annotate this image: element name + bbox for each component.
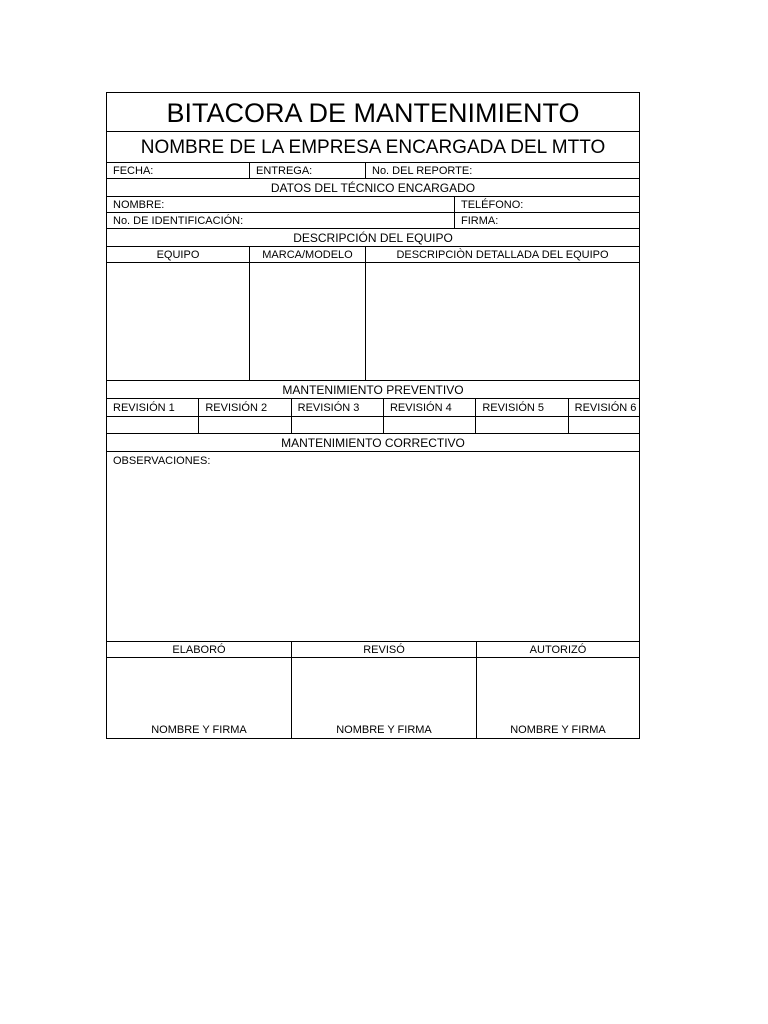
autorizo-label: AUTORIZÓ: [529, 644, 587, 656]
elaboro-name-label: NOMBRE Y FIRMA: [151, 724, 247, 736]
revision-6-label: REVISIÓN 6: [574, 402, 637, 414]
revision-1-cell[interactable]: [107, 417, 199, 433]
marca-cell[interactable]: [250, 263, 366, 380]
reporte-field[interactable]: No. DEL REPORTE:: [372, 165, 473, 177]
revision-3-cell[interactable]: [292, 417, 384, 433]
equipo-header: DESCRIPCIÓN DEL EQUIPO: [293, 231, 453, 245]
equipo-body-row: [107, 263, 639, 381]
date-row: [107, 163, 639, 179]
revision-4-label: REVISIÓN 4: [384, 399, 476, 416]
identificacion-field[interactable]: No. DE IDENTIFICACIÓN:: [107, 213, 455, 228]
signature-header-row: [107, 642, 639, 658]
company-row: [107, 132, 639, 163]
maintenance-log-form: [106, 92, 640, 739]
firma-field[interactable]: FIRMA:: [461, 215, 499, 227]
revisiones-values-row: [107, 417, 639, 434]
reviso-name-label: NOMBRE Y FIRMA: [336, 724, 432, 736]
entrega-field[interactable]: ENTREGA:: [250, 163, 366, 178]
reviso-signature[interactable]: [292, 658, 477, 738]
observaciones-row: [107, 452, 639, 642]
observaciones-field[interactable]: OBSERVACIONES:: [113, 455, 211, 467]
preventivo-header-row: [107, 381, 639, 399]
equipo-header-row: [107, 229, 639, 247]
company-name: NOMBRE DE LA EMPRESA ENCARGADA DEL MTTO: [140, 137, 606, 158]
revision-5-label: REVISIÓN 5: [476, 399, 568, 416]
correctivo-header-row: [107, 434, 639, 452]
reviso-label: REVISÓ: [292, 642, 477, 657]
telefono-field[interactable]: TELÉFONO:: [461, 199, 524, 211]
equipo-cell[interactable]: [107, 263, 250, 380]
revision-2-cell[interactable]: [199, 417, 291, 433]
nombre-field[interactable]: NOMBRE:: [107, 197, 455, 212]
revision-1-label: REVISIÓN 1: [107, 399, 199, 416]
descripcion-cell[interactable]: [366, 263, 639, 380]
form-title: BITACORA DE MANTENIMIENTO: [166, 98, 580, 128]
signature-row: [107, 658, 639, 738]
preventivo-header: MANTENIMIENTO PREVENTIVO: [282, 383, 464, 397]
fecha-field[interactable]: FECHA:: [107, 163, 250, 178]
tecnico-header: DATOS DEL TÉCNICO ENCARGADO: [270, 181, 476, 195]
nombre-row: [107, 197, 639, 213]
elaboro-signature[interactable]: [107, 658, 292, 738]
descripcion-column-header: DESCRIPCIÒN DETALLADA DEL EQUIPO: [396, 249, 609, 261]
revision-6-cell[interactable]: [569, 417, 639, 433]
autorizo-name-label: NOMBRE Y FIRMA: [510, 724, 606, 736]
equipo-columns-row: [107, 247, 639, 263]
correctivo-header: MANTENIMIENTO CORRECTIVO: [281, 436, 465, 450]
elaboro-label: ELABORÓ: [107, 642, 292, 657]
revision-5-cell[interactable]: [476, 417, 568, 433]
identificacion-row: [107, 213, 639, 229]
revision-3-label: REVISIÓN 3: [292, 399, 384, 416]
revision-2-label: REVISIÓN 2: [199, 399, 291, 416]
marca-column-header: MARCA/MODELO: [250, 247, 366, 262]
equipo-column-header: EQUIPO: [107, 247, 250, 262]
revision-4-cell[interactable]: [384, 417, 476, 433]
autorizo-signature[interactable]: [477, 658, 639, 738]
title-row: [107, 93, 639, 132]
revisiones-row: [107, 399, 639, 417]
tecnico-header-row: [107, 179, 639, 197]
